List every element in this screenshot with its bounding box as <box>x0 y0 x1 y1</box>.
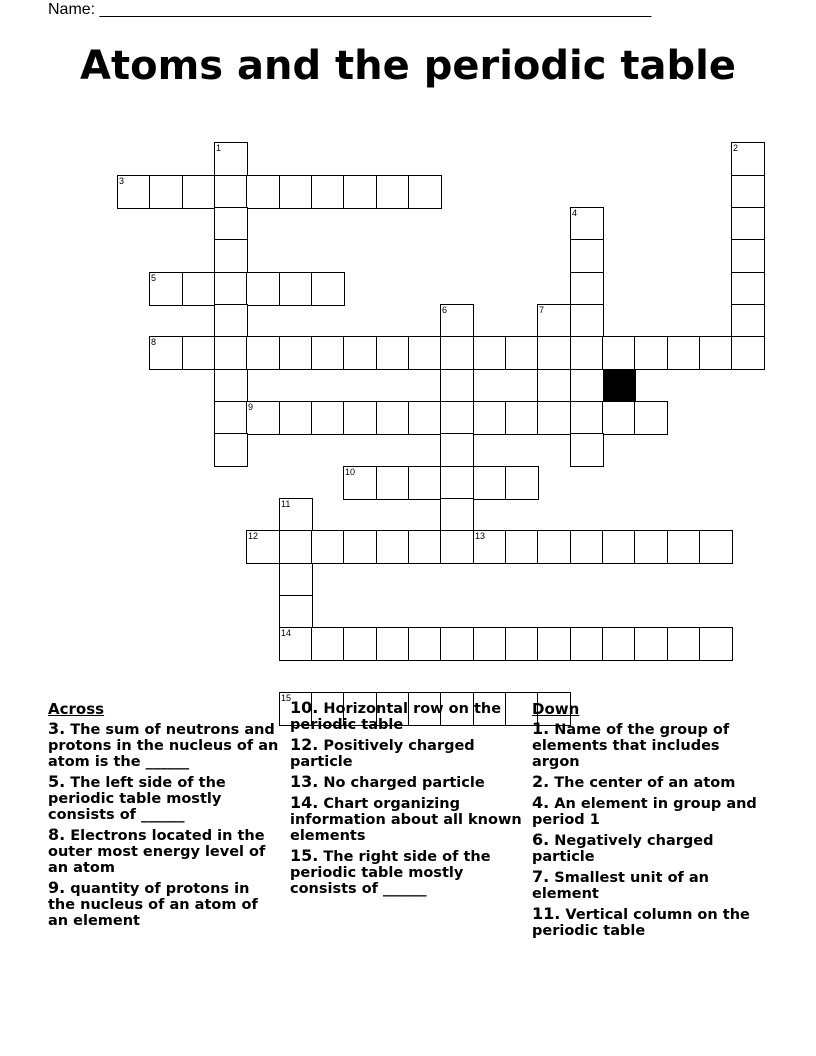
crossword-cell[interactable] <box>408 530 442 564</box>
clue-down-7: 7. Smallest unit of an element <box>532 867 710 902</box>
crossword-cell[interactable] <box>376 175 410 209</box>
clue-across-8: 8. Electrons located in the outer most energy level of an atom <box>48 825 266 876</box>
crossword-cell[interactable] <box>505 627 539 661</box>
clue-down-11: 11. Vertical column on the periodic table <box>532 904 750 939</box>
crossword-cell[interactable] <box>505 466 539 500</box>
clue-across-3: 3. The sum of neutrons and protons in the nucleus of an atom is the ______ <box>48 719 279 770</box>
crossword-cell[interactable] <box>182 336 216 370</box>
crossword-cell[interactable] <box>634 530 668 564</box>
crossword-cell[interactable] <box>214 142 248 176</box>
crossword-cell[interactable] <box>440 433 474 467</box>
crossword-cell[interactable] <box>311 401 345 435</box>
crossword-cell[interactable] <box>570 304 604 338</box>
crossword-cell[interactable] <box>440 530 474 564</box>
clue-number: 8 <box>151 337 157 347</box>
crossword-cell[interactable] <box>343 175 377 209</box>
crossword-cell[interactable] <box>214 175 248 209</box>
crossword-cell[interactable] <box>149 175 183 209</box>
clue-down-1: 1. Name of the group of elements that includes argon <box>532 719 730 770</box>
crossword-cell[interactable] <box>570 369 604 403</box>
crossword-cell[interactable] <box>376 627 410 661</box>
crossword-cell[interactable] <box>311 272 345 306</box>
crossword-cell[interactable] <box>408 627 442 661</box>
crossword-cell[interactable] <box>473 401 507 435</box>
crossword-cell[interactable] <box>731 336 765 370</box>
clue-number: 7 <box>539 305 545 315</box>
crossword-cell[interactable] <box>376 530 410 564</box>
crossword-cell[interactable] <box>667 530 701 564</box>
crossword-cell[interactable] <box>537 530 571 564</box>
crossword-cell[interactable] <box>699 530 733 564</box>
crossword-cell[interactable] <box>279 530 313 564</box>
crossword-cell[interactable] <box>343 401 377 435</box>
crossword-cell[interactable] <box>440 627 474 661</box>
down-heading: Down <box>532 700 580 718</box>
crossword-cell[interactable] <box>602 336 636 370</box>
clue-number: 4 <box>572 208 578 218</box>
crossword-cell[interactable] <box>214 272 248 306</box>
crossword-cell[interactable] <box>214 336 248 370</box>
crossword-cell[interactable] <box>570 207 604 241</box>
crossword-cell[interactable] <box>214 207 248 241</box>
crossword-cell[interactable] <box>279 498 313 532</box>
crossword-cell[interactable] <box>440 336 474 370</box>
crossword-cell[interactable] <box>311 530 345 564</box>
crossword-cell[interactable] <box>537 401 571 435</box>
crossword-cell[interactable] <box>311 627 345 661</box>
crossword-cell[interactable] <box>376 336 410 370</box>
crossword-cell[interactable] <box>570 627 604 661</box>
across-clues <box>48 700 280 933</box>
blocked-cell <box>602 369 636 403</box>
crossword-cell[interactable] <box>279 336 313 370</box>
clue-number: 6 <box>442 305 448 315</box>
clue-number: 3 <box>119 176 125 186</box>
clue-across-15: 15. The right side of the periodic table mostly consists of ______ <box>290 846 491 897</box>
clue-down-6: 6. Negatively charged particle <box>532 830 714 865</box>
clue-number: 1 <box>216 143 222 153</box>
crossword-cell[interactable] <box>279 595 313 629</box>
crossword-cell[interactable] <box>311 175 345 209</box>
crossword-cell[interactable] <box>311 336 345 370</box>
clue-number: 11 <box>281 499 291 509</box>
crossword-cell[interactable] <box>634 627 668 661</box>
crossword-cell[interactable] <box>537 336 571 370</box>
crossword-cell[interactable] <box>731 175 765 209</box>
crossword-cell[interactable] <box>149 272 183 306</box>
crossword-cell[interactable] <box>602 627 636 661</box>
crossword-cell[interactable] <box>279 272 313 306</box>
crossword-cell[interactable] <box>570 239 604 273</box>
crossword-cell[interactable] <box>343 336 377 370</box>
crossword-cell[interactable] <box>570 530 604 564</box>
crossword-cell[interactable] <box>376 466 410 500</box>
crossword-cell[interactable] <box>279 401 313 435</box>
crossword-cell[interactable] <box>473 336 507 370</box>
crossword-cell[interactable] <box>602 401 636 435</box>
crossword-cell[interactable] <box>440 498 474 532</box>
crossword-cell[interactable] <box>537 627 571 661</box>
crossword-cell[interactable] <box>182 175 216 209</box>
clue-number: 14 <box>281 628 292 638</box>
clue-down-2: 2. The center of an atom <box>532 772 736 791</box>
crossword-cell[interactable] <box>731 239 765 273</box>
clue-number: 13 <box>475 531 486 541</box>
crossword-cell[interactable] <box>473 530 507 564</box>
crossword-cell[interactable] <box>699 627 733 661</box>
clue-across-5: 5. The left side of the periodic table mostly consists of ______ <box>48 772 226 823</box>
crossword-cell[interactable] <box>731 272 765 306</box>
crossword-cell[interactable] <box>246 175 280 209</box>
crossword-cell[interactable] <box>246 272 280 306</box>
crossword-cell[interactable] <box>537 304 571 338</box>
crossword-cell[interactable] <box>246 336 280 370</box>
across-clues-continued <box>290 700 522 901</box>
crossword-cell[interactable] <box>246 401 280 435</box>
crossword-cell[interactable] <box>408 466 442 500</box>
name-field-label: Name: ______________________________________________________________ <box>48 1 652 18</box>
down-clues <box>532 700 764 943</box>
crossword-cell[interactable] <box>570 401 604 435</box>
crossword-cell[interactable] <box>570 433 604 467</box>
clue-number: 10 <box>345 467 356 477</box>
clue-down-4: 4. An element in group and period 1 <box>532 793 757 828</box>
clue-number: 5 <box>151 273 157 283</box>
crossword-cell[interactable] <box>505 401 539 435</box>
crossword-cell[interactable] <box>667 627 701 661</box>
crossword-cell[interactable] <box>505 530 539 564</box>
crossword-cell[interactable] <box>440 401 474 435</box>
crossword-cell[interactable] <box>634 336 668 370</box>
page-title: Atoms and the periodic table <box>80 43 736 89</box>
crossword-cell[interactable] <box>473 627 507 661</box>
crossword-cell[interactable] <box>214 401 248 435</box>
crossword-cell[interactable] <box>473 466 507 500</box>
crossword-cell[interactable] <box>279 175 313 209</box>
crossword-cell[interactable] <box>408 175 442 209</box>
crossword-cell[interactable] <box>408 336 442 370</box>
crossword-cell[interactable] <box>731 142 765 176</box>
crossword-cell[interactable] <box>440 304 474 338</box>
clue-across-10: 10. Horizontal row on the periodic table <box>290 698 502 733</box>
clue-number: 15 <box>281 693 292 703</box>
crossword-cell[interactable] <box>376 401 410 435</box>
crossword-cell[interactable] <box>149 336 183 370</box>
crossword-cell[interactable] <box>343 530 377 564</box>
crossword-cell[interactable] <box>214 433 248 467</box>
crossword-cell[interactable] <box>246 530 280 564</box>
crossword-cell[interactable] <box>440 466 474 500</box>
crossword-cell[interactable] <box>505 336 539 370</box>
crossword-cell[interactable] <box>214 369 248 403</box>
clue-across-14: 14. Chart organizing information about all known elements <box>290 793 522 844</box>
crossword-cell[interactable] <box>570 272 604 306</box>
crossword-cell[interactable] <box>731 207 765 241</box>
across-heading: Across <box>48 700 105 718</box>
crossword-cell[interactable] <box>699 336 733 370</box>
clue-number: 2 <box>733 143 739 153</box>
crossword-cell[interactable] <box>343 466 377 500</box>
crossword-cell[interactable] <box>279 627 313 661</box>
crossword-cell[interactable] <box>440 369 474 403</box>
crossword-cell[interactable] <box>667 336 701 370</box>
clue-number: 9 <box>248 402 254 412</box>
crossword-cell[interactable] <box>343 627 377 661</box>
crossword-cell[interactable] <box>408 401 442 435</box>
crossword-cell[interactable] <box>731 304 765 338</box>
crossword-cell[interactable] <box>214 239 248 273</box>
clue-number: 12 <box>248 531 259 541</box>
clue-across-12: 12. Positively charged particle <box>290 735 475 770</box>
crossword-cell[interactable] <box>279 563 313 597</box>
crossword-cell[interactable] <box>570 336 604 370</box>
clue-across-13: 13. No charged particle <box>290 772 485 791</box>
crossword-cell[interactable] <box>182 272 216 306</box>
clue-across-9: 9. quantity of protons in the nucleus of an atom of an element <box>48 878 258 929</box>
crossword-cell[interactable] <box>214 304 248 338</box>
crossword-cell[interactable] <box>537 369 571 403</box>
crossword-cell[interactable] <box>117 175 151 209</box>
crossword-cell[interactable] <box>634 401 668 435</box>
crossword-cell[interactable] <box>602 530 636 564</box>
